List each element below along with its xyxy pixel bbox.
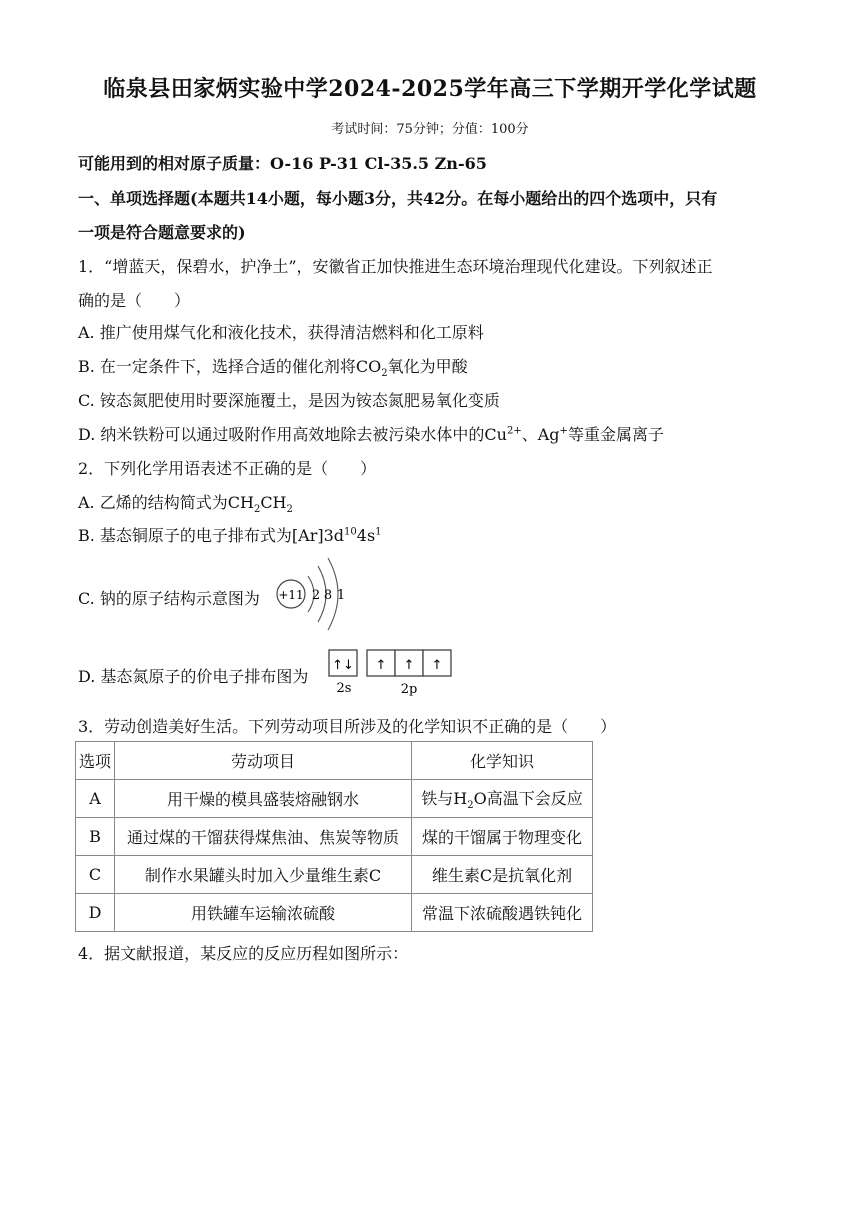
- arrow-2p-2: ↑: [403, 658, 415, 673]
- arrow-2p-3: ↑: [431, 658, 443, 673]
- row-project: 通过煤的干馏获得煤焦油、焦炭等物质: [115, 818, 412, 856]
- q1-stem-line2: 确的是（ ）: [78, 291, 191, 310]
- row-project: 制作水果罐头时加入少量维生素C: [115, 856, 412, 894]
- row-option: D: [76, 894, 115, 932]
- page-title: 临泉县田家炳实验中学2024-2025学年高三下学期开学化学试题: [103, 76, 757, 102]
- arrows-2s: ↑↓: [332, 658, 354, 673]
- shell-electrons-3: 1: [336, 588, 346, 603]
- row-option: C: [76, 856, 115, 894]
- row-knowledge: 常温下浓硫酸遇铁钝化: [412, 894, 593, 932]
- header-knowledge: 化学知识: [412, 742, 593, 780]
- q3-table: [75, 741, 593, 932]
- q1-option-b: B. 在一定条件下，选择合适的催化剂将$CO_2$氧化为甲酸: [78, 357, 468, 380]
- header-option: 选项: [76, 742, 115, 780]
- table-row: [76, 818, 593, 856]
- shell-electrons-1: 2: [311, 588, 321, 603]
- arrow-2p-1: ↑: [375, 658, 387, 673]
- table-row: [76, 856, 593, 894]
- row-project: 用干燥的模具盛装熔融钢水: [115, 780, 412, 818]
- row-knowledge: 维生素C是抗氧化剂: [412, 856, 593, 894]
- header-project: 劳动项目: [115, 742, 412, 780]
- table-row: [76, 894, 593, 932]
- sodium-atom-structure-diagram: [272, 556, 352, 634]
- q2-stem: 2．下列化学用语表述不正确的是（ ）: [78, 459, 377, 478]
- q4-stem: 4．据文献报道，某反应的反应历程如图所示：: [78, 944, 409, 963]
- atomic-masses: 可能用到的相对原子质量：O-16 P-31 Cl-35.5 Zn-65: [78, 154, 487, 173]
- section-heading-line2: 一项是符合题意要求的): [78, 223, 246, 242]
- q2-option-c: C. 钠的原子结构示意图为: [78, 589, 260, 608]
- label-2s: 2s: [336, 681, 352, 696]
- nucleus-charge: +11: [278, 588, 304, 602]
- row-option: B: [76, 818, 115, 856]
- row-project: 用铁罐车运输浓硫酸: [115, 894, 412, 932]
- section-heading-line1: 一、单项选择题(本题共14小题，每小题3分，共42分。在每小题给出的四个选项中，只有: [78, 189, 718, 208]
- q3-stem: 3．劳动创造美好生活。下列劳动项目所涉及的化学知识不正确的是（ ）: [78, 717, 617, 736]
- q1-option-d: D. 纳米铁粉可以通过吸附作用高效地除去被污染水体中的$Cu^{2+}$、Ag+等重金属离子: [78, 425, 664, 444]
- q2-option-b: B. 基态铜原子的电子排布式为$[Ar]3d^{10}4s^1$: [78, 526, 382, 545]
- table-header-row: [76, 742, 593, 780]
- q1-option-a: A. 推广使用煤气化和液化技术，获得清洁燃料和化工原料: [78, 323, 484, 342]
- exam-info: 考试时间：75分钟；分值：100分: [331, 122, 529, 137]
- q1-option-c: C. 铵态氮肥使用时要深施覆土，是因为铵态氮肥易氧化变质: [78, 391, 500, 410]
- q1-stem-line1: 1．“增蓝天，保碧水，护净土”，安徽省正加快推进生态环境治理现代化建设。下列叙述正: [78, 257, 713, 276]
- table-row: [76, 780, 593, 818]
- row-option: A: [76, 780, 115, 818]
- row-knowledge: 铁与$H_2O$高温下会反应: [412, 780, 593, 818]
- nitrogen-orbital-diagram: [327, 648, 457, 696]
- q2-option-a: A. 乙烯的结构简式为$CH_2CH_2$: [78, 493, 293, 516]
- label-2p: 2p: [400, 682, 418, 696]
- q2-option-d: D. 基态氮原子的价电子排布图为: [78, 667, 309, 686]
- shell-electrons-2: 8: [323, 588, 333, 603]
- row-knowledge: 煤的干馏属于物理变化: [412, 818, 593, 856]
